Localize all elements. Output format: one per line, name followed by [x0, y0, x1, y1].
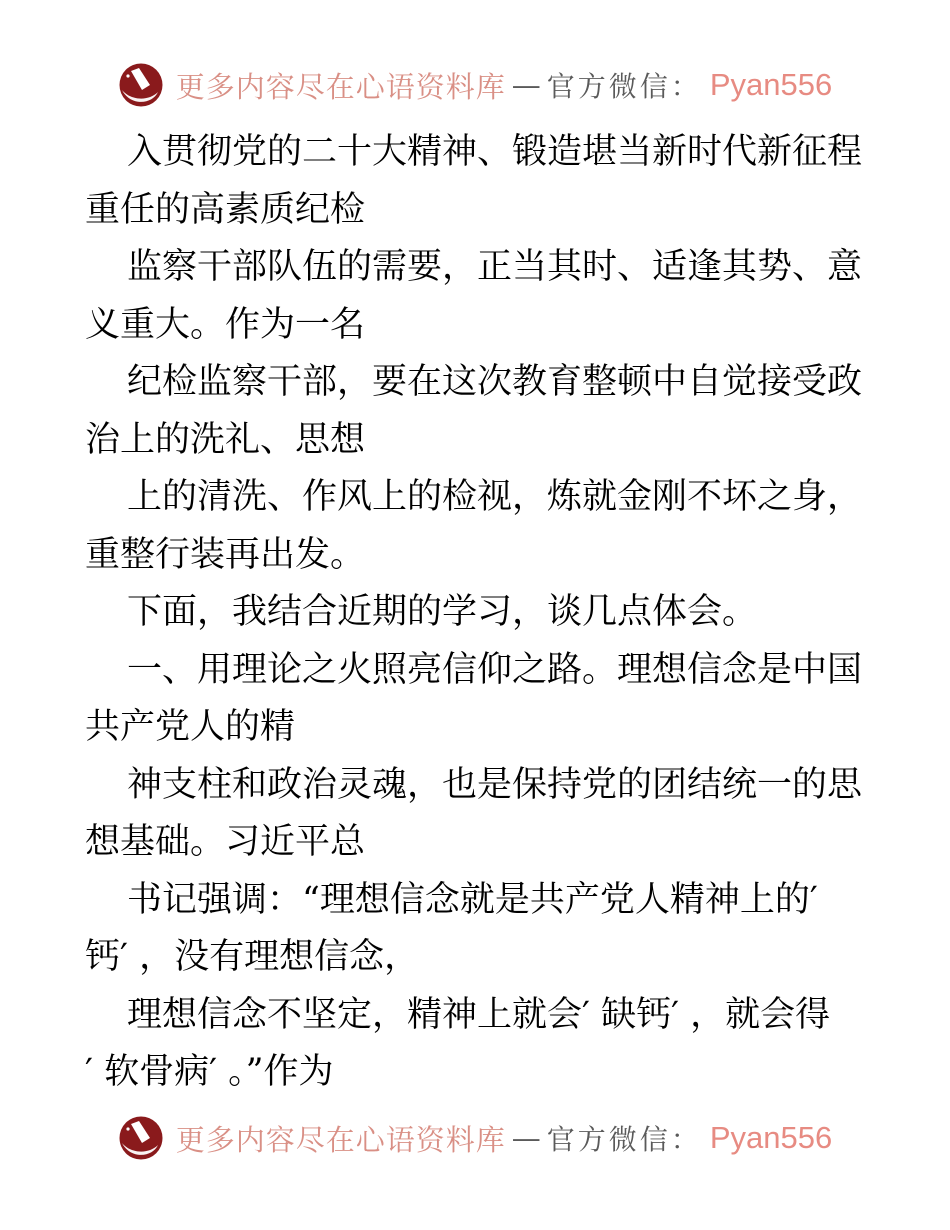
text-line: 神支柱和政治灵魂，也是保持党的团结统一的思: [127, 764, 863, 805]
watermark-dash: —: [511, 1121, 541, 1155]
text-line: 下面，我结合近期的学习，谈几点体会。: [127, 592, 758, 632]
text-line: 义重大。作为一名: [85, 304, 366, 345]
text-line: 入贯彻党的二十大精神、锻造堪当新时代新征程: [127, 132, 863, 172]
text-line: 一、用理论之火照亮信仰之路。理想信念是中国: [127, 649, 863, 690]
watermark-channel-label: 官方微信：: [546, 1123, 702, 1156]
watermark-dash: —: [511, 68, 541, 102]
footer-watermark: [0, 1115, 950, 1161]
text-line: 重整行装再出发。: [85, 534, 366, 575]
text-line: 监察干部队伍的需要，正当其时、适逢其势、意: [127, 247, 863, 287]
watermark-brand-text: 更多内容尽在心语资料库: [175, 69, 506, 104]
watermark-brand-text: 更多内容尽在心语资料库: [175, 1122, 506, 1157]
watermark-wechat-id: Pyan556: [709, 1120, 833, 1155]
text-line: 上的清洗、作风上的检视，炼就金刚不坏之身，: [127, 477, 863, 517]
header-watermark: [0, 62, 950, 108]
watermark-channel-label: 官方微信：: [546, 70, 702, 103]
text-line: 重任的高素质纪检: [85, 189, 366, 230]
text-line: 钙′ ，没有理想信念，: [85, 937, 420, 977]
text-line: ′ 软骨病′ 。”作为: [85, 1052, 334, 1092]
text-line: 治上的洗礼、思想: [85, 419, 366, 460]
pen-in-circle-logo-icon: [118, 1115, 164, 1161]
document-body: [85, 124, 870, 1102]
text-line: 想基础。习近平总: [85, 822, 366, 862]
text-line: 纪检监察干部，要在这次教育整顿中自觉接受政: [127, 362, 863, 402]
text-line: 理想信念不坚定，精神上就会′ 缺钙′ ，就会得: [127, 994, 831, 1035]
watermark-wechat-id: Pyan556: [709, 67, 833, 102]
text-line: 书记强调：“理想信念就是共产党人精神上的′: [127, 879, 818, 920]
text-line: 共产党人的精: [85, 707, 296, 747]
pen-in-circle-logo-icon: [118, 62, 164, 108]
